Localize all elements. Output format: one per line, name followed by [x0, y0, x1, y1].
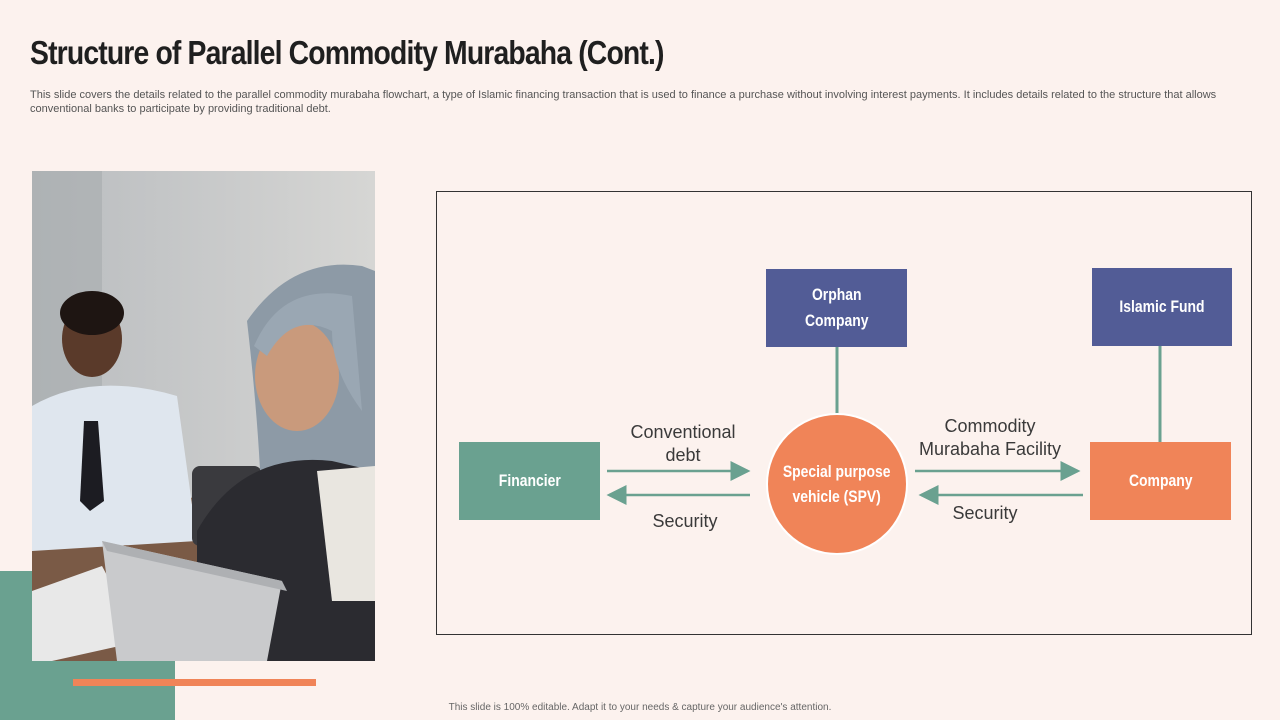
flowchart-frame	[436, 191, 1252, 635]
slide-footer: This slide is 100% editable. Adapt it to your needs & capture your audience's attention.	[448, 702, 832, 713]
orphan-company-box	[766, 269, 907, 347]
spv-label: Special purpose vehicle (SPV)	[783, 462, 891, 506]
decorative-orange-bar	[73, 679, 316, 686]
office-photo	[32, 171, 375, 661]
commodity-facility-label: Commodity Murabaha Facility	[918, 416, 1062, 459]
conventional-debt-label: Conventional debt	[630, 422, 736, 465]
orphan-company-label: Orphan Company	[804, 285, 869, 330]
slide-title: Structure of Parallel Commodity Murabaha (Cont.)	[30, 34, 664, 71]
spv-circle	[766, 413, 908, 555]
company-label: Company	[1128, 471, 1193, 490]
islamic-fund-label: Islamic Fund	[1119, 297, 1205, 316]
security-left-label: Security	[652, 511, 718, 531]
security-right-label: Security	[952, 503, 1018, 523]
slide-subtitle: This slide covers the details related to the parallel commodity murabaha flowchart, a type of Islamic financing transaction that is used to finance a purchase without involving interest payments. It includes details related to the structure that allows conventional banks to participate by providing traditional debt.	[30, 89, 1217, 115]
company-box	[1090, 442, 1231, 520]
photo-illustration	[32, 171, 375, 661]
financier-label: Financier	[498, 471, 561, 490]
financier-box	[459, 442, 600, 520]
islamic-fund-box	[1092, 268, 1232, 346]
